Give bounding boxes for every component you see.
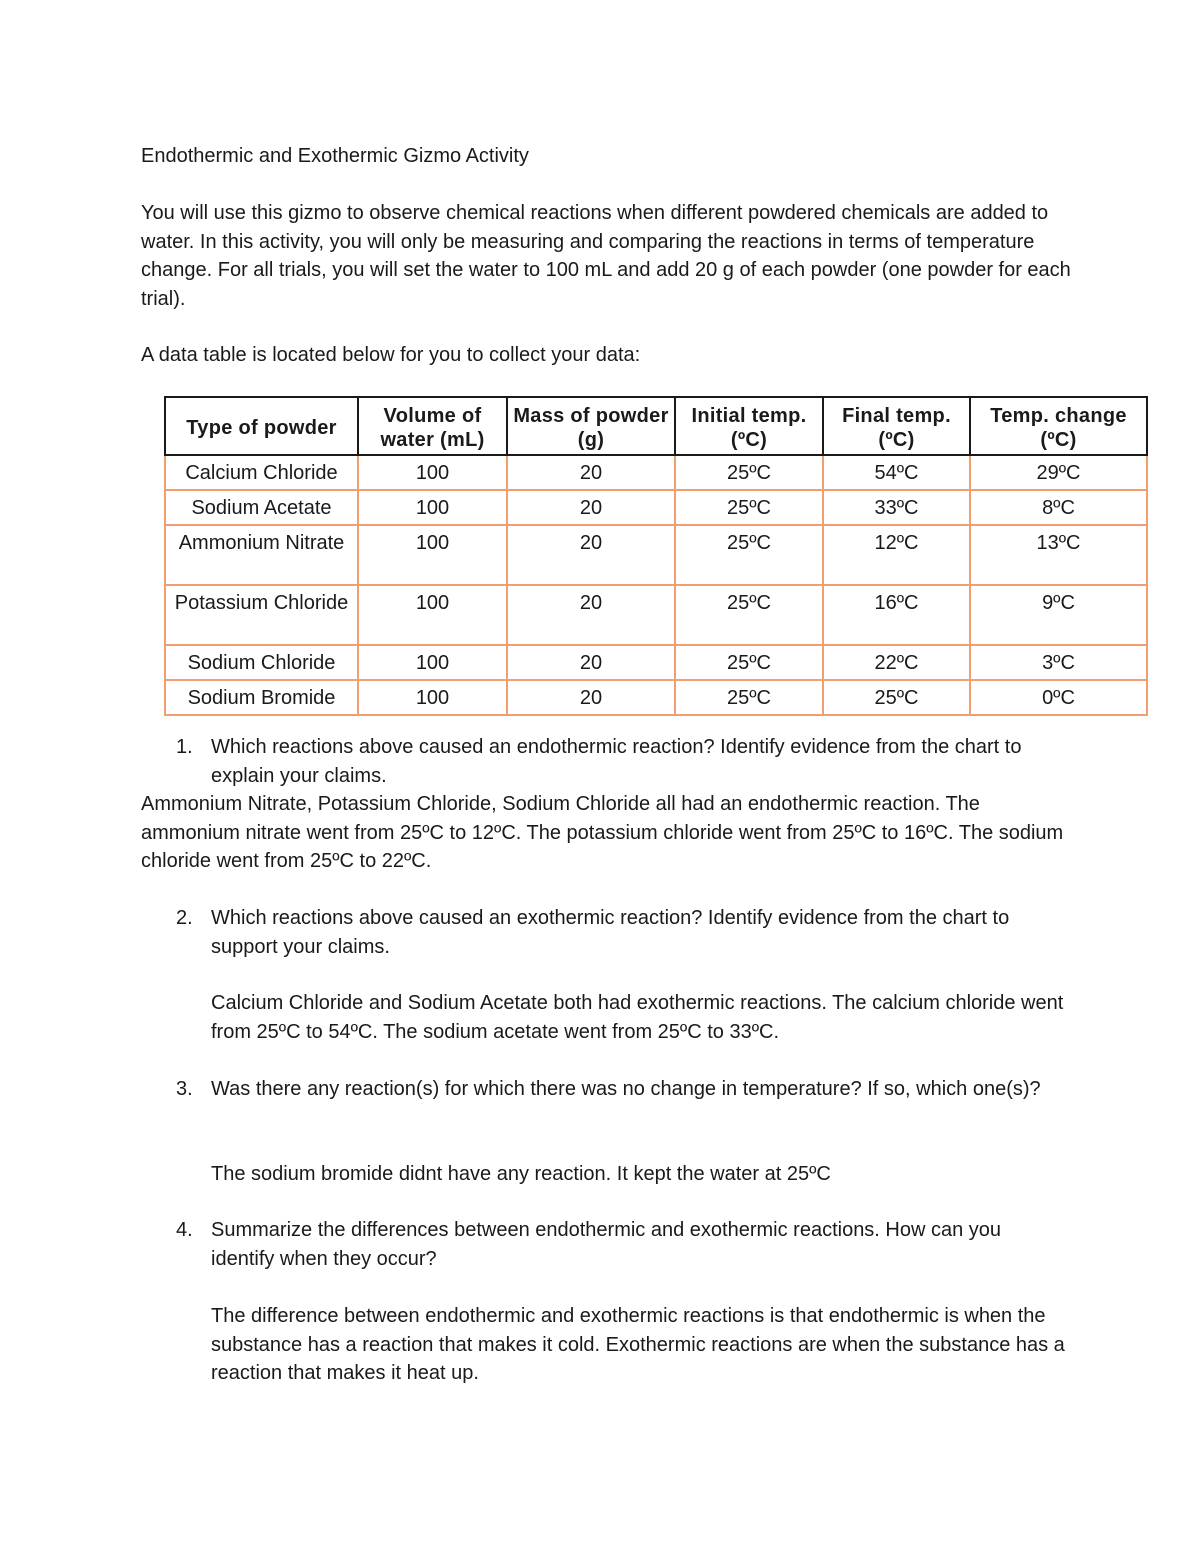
table-row [165, 645, 1147, 680]
header-type-of-powder: Type of powder [165, 397, 358, 455]
cell-volume: 100 [358, 680, 507, 715]
cell-initial-temp: 25ºC [675, 585, 823, 645]
question-number: 2. [176, 907, 193, 929]
table-row [165, 455, 1147, 490]
question-3 [176, 1075, 1056, 1104]
cell-initial-temp: 25ºC [675, 645, 823, 680]
cell-final-temp: 54ºC [823, 455, 970, 490]
cell-initial-temp: 25ºC [675, 455, 823, 490]
cell-final-temp: 33ºC [823, 490, 970, 525]
cell-powder: Ammonium Nitrate [165, 525, 358, 585]
cell-temp-change: 9ºC [970, 585, 1147, 645]
cell-final-temp: 12ºC [823, 525, 970, 585]
cell-initial-temp: 25ºC [675, 490, 823, 525]
cell-temp-change: 13ºC [970, 525, 1147, 585]
header-volume-of-water: Volume of water (mL) [358, 397, 507, 455]
cell-initial-temp: 25ºC [675, 680, 823, 715]
table-row [165, 680, 1147, 715]
answer-4: The difference between endothermic and exothermic reactions is that endothermic is when the substance has a reaction that makes it cold. Exothermic reactions are when the substance has a reaction that makes it heat up. [211, 1305, 1065, 1384]
cell-mass: 20 [507, 525, 675, 585]
cell-volume: 100 [358, 585, 507, 645]
table-header-row [165, 397, 1147, 455]
answer-2: Calcium Chloride and Sodium Acetate both had exothermic reactions. The calcium chloride went from 25ºC to 54ºC. The sodium acetate went from 25ºC to 33ºC. [211, 992, 1064, 1043]
cell-volume: 100 [358, 525, 507, 585]
cell-temp-change: 0ºC [970, 680, 1147, 715]
intro-paragraph [141, 199, 1081, 313]
cell-temp-change: 8ºC [970, 490, 1147, 525]
question-4 [176, 1216, 1056, 1273]
table-row [165, 525, 1147, 585]
question-text: Was there any reaction(s) for which there was no change in temperature? If so, which one(s)? [211, 1078, 1041, 1100]
cell-volume: 100 [358, 455, 507, 490]
cell-mass: 20 [507, 645, 675, 680]
cell-temp-change: 29ºC [970, 455, 1147, 490]
answer-3: The sodium bromide didnt have any reaction. It kept the water at 25ºC [211, 1163, 831, 1185]
question-text: Which reactions above caused an endothermic reaction? Identify evidence from the chart to explain your claims. [211, 736, 1022, 787]
question-number: 4. [176, 1219, 193, 1241]
answer-1: Ammonium Nitrate, Potassium Chloride, Sodium Chloride all had an endothermic reaction. The ammonium nitrate went from 25ºC to 12ºC. The potassium chloride went from 25ºC to 16ºC. The sodium chloride went from 25ºC to 22ºC. [141, 793, 1064, 872]
header-final-temp: Final temp. (ºC) [823, 397, 970, 455]
table-row [165, 585, 1147, 645]
question-text: Summarize the differences between endothermic and exothermic reactions. How can you identify when they occur? [211, 1219, 1002, 1270]
cell-powder: Sodium Bromide [165, 680, 358, 715]
cell-powder: Sodium Chloride [165, 645, 358, 680]
question-text: Which reactions above caused an exothermic reaction? Identify evidence from the chart to support your claims. [211, 907, 1010, 958]
table-row [165, 490, 1147, 525]
cell-final-temp: 16ºC [823, 585, 970, 645]
cell-final-temp: 22ºC [823, 645, 970, 680]
cell-volume: 100 [358, 645, 507, 680]
cell-volume: 100 [358, 490, 507, 525]
cell-powder: Calcium Chloride [165, 455, 358, 490]
data-table [164, 396, 1148, 716]
question-number: 1. [176, 736, 193, 758]
cell-mass: 20 [507, 680, 675, 715]
cell-initial-temp: 25ºC [675, 525, 823, 585]
table-lead-text: A data table is located below for you to collect your data: [141, 344, 641, 366]
question-1 [176, 733, 1056, 790]
cell-powder: Potassium Chloride [165, 585, 358, 645]
document-title: Endothermic and Exothermic Gizmo Activity [141, 145, 529, 167]
cell-mass: 20 [507, 585, 675, 645]
cell-temp-change: 3ºC [970, 645, 1147, 680]
header-initial-temp: Initial temp. (ºC) [675, 397, 823, 455]
question-number: 3. [176, 1078, 193, 1100]
header-mass-of-powder: Mass of powder (g) [507, 397, 675, 455]
cell-final-temp: 25ºC [823, 680, 970, 715]
header-temp-change: Temp. change (ºC) [970, 397, 1147, 455]
question-2 [176, 904, 1056, 961]
cell-mass: 20 [507, 455, 675, 490]
cell-powder: Sodium Acetate [165, 490, 358, 525]
cell-mass: 20 [507, 490, 675, 525]
intro-text: You will use this gizmo to observe chemical reactions when different powdered chemicals are added to water. In this activity, you will only be measuring and comparing the reactions in terms of temperature change. For all trials, you will set the water to 100 mL and add 20 g of each powder (one powder for each trial). [141, 202, 1071, 310]
